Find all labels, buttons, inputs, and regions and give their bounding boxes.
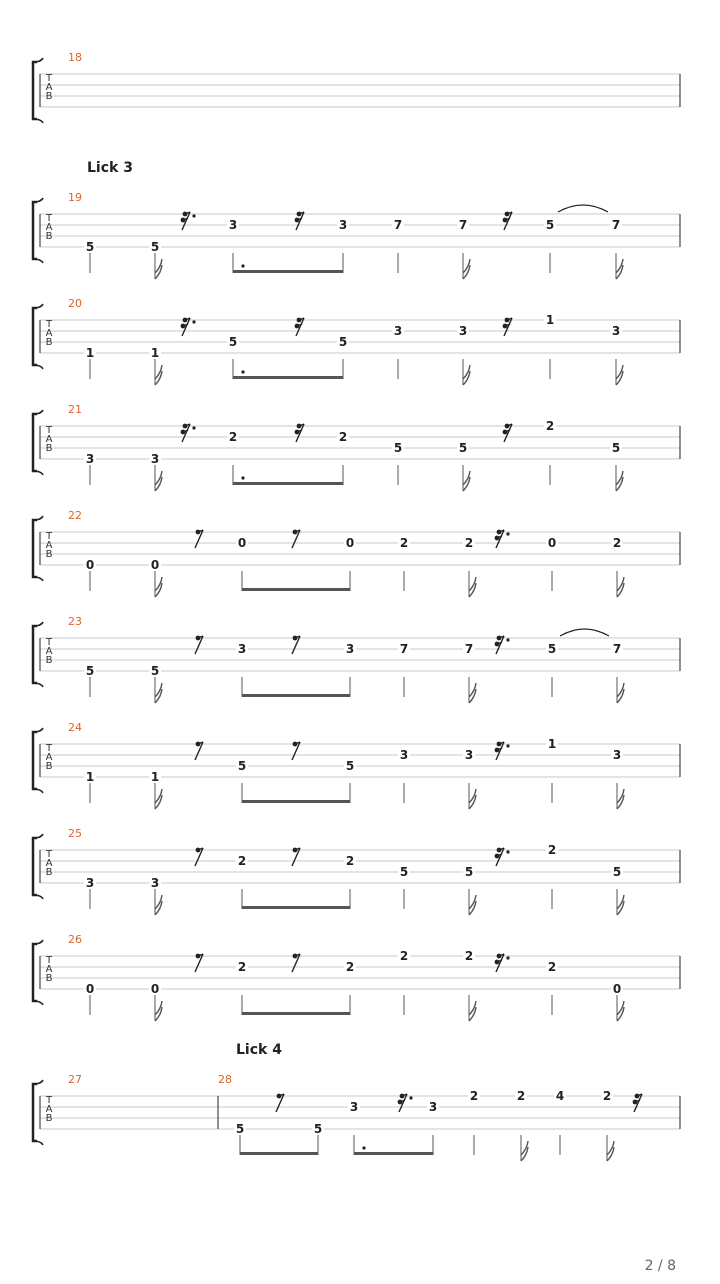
rest-dot <box>409 1096 412 1099</box>
note-beam <box>240 1152 318 1155</box>
tab-clef-letter: T <box>45 319 53 330</box>
rest-dot <box>506 850 509 853</box>
fret-number: 5 <box>237 759 247 773</box>
system-bracket-hook <box>33 728 43 793</box>
fret-number: 5 <box>150 240 160 254</box>
rest-7-1 <box>292 848 300 866</box>
fret-number: 3 <box>464 748 474 762</box>
rest-6-0 <box>195 742 203 760</box>
fret-number: 2 <box>516 1089 526 1103</box>
fret-number: 7 <box>393 218 403 232</box>
fret-number: 2 <box>338 430 348 444</box>
tie <box>558 205 608 212</box>
fret-number: 0 <box>547 536 557 550</box>
fret-number: 5 <box>458 441 468 455</box>
fret-number: 0 <box>345 536 355 550</box>
tab-clef-letter: B <box>45 549 53 560</box>
system-bracket <box>33 944 37 1001</box>
system-bracket-hook <box>33 410 43 475</box>
rest-dot <box>506 744 509 747</box>
tab-clef-letter: A <box>45 646 53 657</box>
tab-system-6 <box>33 615 680 697</box>
tab-system-8 <box>33 827 680 909</box>
fret-number: 0 <box>150 558 160 572</box>
system-bracket <box>33 308 37 365</box>
tab-clef-letter: A <box>45 434 53 445</box>
rest-5-0 <box>195 636 203 654</box>
fret-number: 2 <box>399 949 409 963</box>
system-bracket-hook <box>33 834 43 899</box>
fret-number: 4 <box>555 1089 565 1103</box>
fret-number: 5 <box>85 240 95 254</box>
measure-number: 23 <box>68 615 82 628</box>
rest-6-1 <box>292 742 300 760</box>
system-bracket <box>33 414 37 471</box>
tab-clef-letter: B <box>45 761 53 772</box>
note-beam <box>242 588 350 591</box>
tab-clef-letter: T <box>45 425 53 436</box>
fret-number: 2 <box>345 854 355 868</box>
rhythm-dot <box>241 476 244 479</box>
measure-number: 24 <box>68 721 82 734</box>
section-label-lick-3: Lick 3 <box>87 160 133 176</box>
rest-dot <box>506 638 509 641</box>
system-bracket-hook <box>33 304 43 369</box>
tab-clef-letter: B <box>45 1113 53 1124</box>
fret-number: 5 <box>611 441 621 455</box>
tab-clef-letter: B <box>45 655 53 666</box>
section-label-lick-4: Lick 4 <box>236 1042 282 1058</box>
tab-system-4 <box>33 403 680 485</box>
fret-number: 2 <box>469 1089 479 1103</box>
system-bracket-hook <box>33 622 43 687</box>
tie <box>560 629 609 636</box>
rest-dot <box>192 426 195 429</box>
fret-number: 3 <box>612 748 622 762</box>
fret-number: 3 <box>349 1100 359 1114</box>
tab-clef-letter: T <box>45 637 53 648</box>
fret-number: 2 <box>464 536 474 550</box>
rhythm-dot <box>241 264 244 267</box>
fret-number: 0 <box>612 982 622 996</box>
tab-clef-letter: A <box>45 964 53 975</box>
tab-clef-letter: A <box>45 752 53 763</box>
measure-number: 19 <box>68 191 82 204</box>
tab-system-9 <box>33 933 680 1015</box>
fret-number: 3 <box>150 452 160 466</box>
fret-number: 1 <box>85 346 95 360</box>
fret-number: 1 <box>547 737 557 751</box>
fret-number: 1 <box>150 770 160 784</box>
fret-number: 3 <box>611 324 621 338</box>
tab-clef-letter: B <box>45 867 53 878</box>
fret-number: 1 <box>150 346 160 360</box>
fret-number: 5 <box>545 218 555 232</box>
system-bracket <box>33 626 37 683</box>
rest-4-0 <box>195 530 203 548</box>
fret-number: 5 <box>338 335 348 349</box>
measure-number: 22 <box>68 509 82 522</box>
note-beam <box>233 376 343 379</box>
note-beam <box>354 1152 433 1155</box>
rhythm-dot <box>362 1146 365 1149</box>
tab-clef-letter: B <box>45 337 53 348</box>
rest-dot <box>506 532 509 535</box>
fret-number: 0 <box>237 536 247 550</box>
system-bracket-hook <box>33 198 43 263</box>
fret-number: 2 <box>237 960 247 974</box>
note-beam <box>242 694 350 697</box>
tab-system-3 <box>33 297 680 379</box>
fret-number: 2 <box>547 960 557 974</box>
tab-system-7 <box>33 721 680 803</box>
rest-dot <box>192 320 195 323</box>
fret-number: 3 <box>399 748 409 762</box>
fret-number: 2 <box>545 419 555 433</box>
fret-number: 2 <box>237 854 247 868</box>
fret-number: 5 <box>399 865 409 879</box>
tab-clef-letter: A <box>45 1104 53 1115</box>
fret-number: 2 <box>612 536 622 550</box>
fret-number: 3 <box>85 452 95 466</box>
tab-clef-letter: T <box>45 531 53 542</box>
tab-system-5 <box>33 509 680 591</box>
fret-number: 3 <box>345 642 355 656</box>
system-bracket <box>33 732 37 789</box>
fret-number: 7 <box>458 218 468 232</box>
rest-8-0 <box>195 954 203 972</box>
system-bracket-hook <box>33 940 43 1005</box>
rest-dot <box>506 956 509 959</box>
measure-number: 27 <box>68 1073 82 1086</box>
system-bracket <box>33 202 37 259</box>
fret-number: 2 <box>547 843 557 857</box>
tab-clef-letter: T <box>45 743 53 754</box>
fret-number: 5 <box>150 664 160 678</box>
measure-number: 26 <box>68 933 82 946</box>
note-beam <box>242 800 350 803</box>
fret-number: 2 <box>602 1089 612 1103</box>
fret-number: 5 <box>228 335 238 349</box>
fret-number: 2 <box>399 536 409 550</box>
fret-number: 7 <box>399 642 409 656</box>
rest-5-1 <box>292 636 300 654</box>
fret-number: 3 <box>393 324 403 338</box>
measure-number: 25 <box>68 827 82 840</box>
fret-number: 7 <box>611 218 621 232</box>
note-beam <box>233 482 343 485</box>
fret-number: 5 <box>313 1122 323 1136</box>
tab-system-2 <box>33 191 680 273</box>
tab-clef-letter: A <box>45 222 53 233</box>
tab-clef-letter: T <box>45 1095 53 1106</box>
system-bracket <box>33 1084 37 1141</box>
fret-number: 5 <box>85 664 95 678</box>
fret-number: 0 <box>150 982 160 996</box>
system-bracket <box>33 520 37 577</box>
fret-number: 7 <box>612 642 622 656</box>
tab-clef-letter: T <box>45 73 53 84</box>
measure-number: 20 <box>68 297 82 310</box>
fret-number: 2 <box>228 430 238 444</box>
tab-clef-letter: B <box>45 231 53 242</box>
fret-number: 5 <box>235 1122 245 1136</box>
fret-number: 0 <box>85 558 95 572</box>
fret-number: 3 <box>458 324 468 338</box>
system-bracket-hook <box>33 516 43 581</box>
fret-number: 3 <box>85 876 95 890</box>
rest-7-0 <box>195 848 203 866</box>
rest-dot <box>192 214 195 217</box>
measure-number: 21 <box>68 403 82 416</box>
system-bracket <box>33 838 37 895</box>
rest-8-1 <box>292 954 300 972</box>
tab-system-1 <box>33 51 680 123</box>
fret-number: 5 <box>393 441 403 455</box>
fret-number: 3 <box>228 218 238 232</box>
measure-number: 28 <box>218 1073 232 1086</box>
tab-clef-letter: A <box>45 858 53 869</box>
tab-clef-letter: B <box>45 973 53 984</box>
fret-number: 5 <box>547 642 557 656</box>
fret-number: 1 <box>85 770 95 784</box>
tab-clef-letter: B <box>45 91 53 102</box>
tab-clef-letter: A <box>45 540 53 551</box>
fret-number: 2 <box>345 960 355 974</box>
fret-number: 3 <box>428 1100 438 1114</box>
measure-number: 18 <box>68 51 82 64</box>
tab-system-10 <box>33 1073 680 1155</box>
tab-clef-letter: B <box>45 443 53 454</box>
fret-number: 3 <box>150 876 160 890</box>
fret-number: 1 <box>545 313 555 327</box>
fret-number: 5 <box>612 865 622 879</box>
fret-number: 5 <box>345 759 355 773</box>
tab-clef-letter: A <box>45 328 53 339</box>
fret-number: 0 <box>85 982 95 996</box>
note-beam <box>242 906 350 909</box>
tab-clef-letter: T <box>45 849 53 860</box>
system-bracket-hook <box>33 58 43 123</box>
fret-number: 5 <box>464 865 474 879</box>
tab-clef-letter: T <box>45 213 53 224</box>
fret-number: 3 <box>338 218 348 232</box>
fret-number: 7 <box>464 642 474 656</box>
note-beam <box>233 270 343 273</box>
tab-clef-letter: T <box>45 955 53 966</box>
fret-number: 2 <box>464 949 474 963</box>
system-bracket <box>33 62 37 119</box>
note-beam <box>242 1012 350 1015</box>
rest-9-0 <box>276 1094 284 1112</box>
rhythm-dot <box>241 370 244 373</box>
page-number: 2 / 8 <box>644 1258 676 1274</box>
system-bracket-hook <box>33 1080 43 1145</box>
rest-4-1 <box>292 530 300 548</box>
tab-clef-letter: A <box>45 82 53 93</box>
fret-number: 3 <box>237 642 247 656</box>
